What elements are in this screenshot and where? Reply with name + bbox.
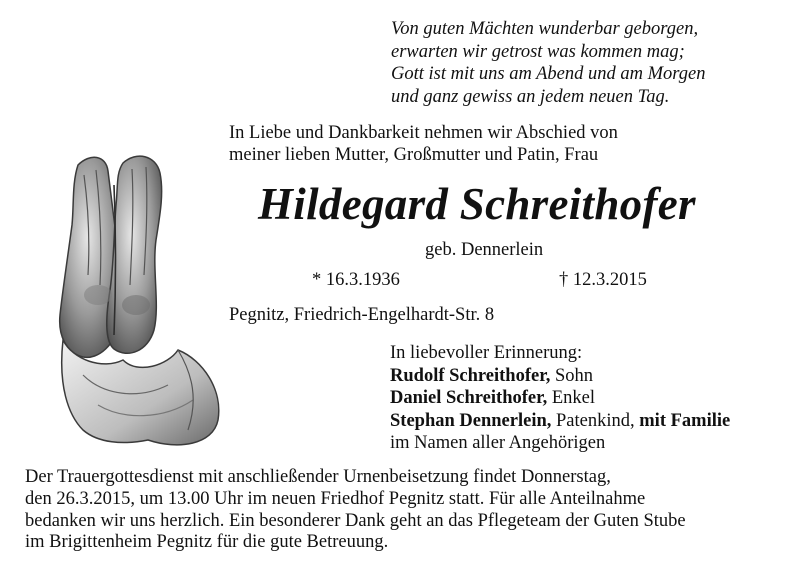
- mourner-name: Stephan Dennerlein,: [390, 410, 552, 431]
- death-date: † 12.3.2015: [559, 270, 647, 290]
- poem-line: und ganz gewiss an jedem neuen Tag.: [391, 86, 670, 107]
- mourner-relation: Patenkind,: [551, 410, 640, 431]
- intro-line: In Liebe und Dankbarkeit nehmen wir Abschied von: [229, 123, 618, 143]
- intro-text: [229, 122, 618, 166]
- mourner-name: Rudolf Schreithofer,: [390, 365, 551, 386]
- deceased-name: Hildegard Schreithofer: [258, 179, 696, 229]
- birth-name: geb. Dennerlein: [425, 240, 544, 260]
- mourner-line: [390, 410, 730, 433]
- mourners-heading: In liebevoller Erinnerung:: [390, 343, 583, 363]
- mourner-extra: mit Familie: [639, 410, 731, 431]
- poem: [391, 18, 706, 108]
- service-line: bedanken wir uns herzlich. Ein besonderer Dank geht an das Pflegeteam der Guten Stube: [25, 510, 686, 531]
- mourner-line: [390, 365, 730, 388]
- intro-line: meiner lieben Mutter, Großmutter und Patin, Frau: [229, 145, 599, 165]
- service-line: im Brigittenheim Pegnitz für die gute Betreuung.: [25, 532, 389, 553]
- poem-line: Von guten Mächten wunderbar geborgen,: [391, 19, 699, 39]
- birth-date: * 16.3.1936: [312, 270, 400, 290]
- poem-line: erwarten wir getrost was kommen mag;: [391, 41, 685, 62]
- mourners-block: [390, 342, 730, 455]
- mourner-relation: Enkel: [547, 388, 596, 408]
- address: Pegnitz, Friedrich-Engelhardt-Str. 8: [229, 305, 495, 325]
- mourner-line: [390, 387, 730, 410]
- service-notice: [25, 467, 686, 554]
- mourner-name: Daniel Schreithofer,: [390, 388, 548, 408]
- service-line: den 26.3.2015, um 13.00 Uhr im neuen Friedhof Pegnitz statt. Für alle Anteilnahme: [25, 488, 646, 509]
- poem-line: Gott ist mit uns am Abend und am Morgen: [391, 64, 706, 84]
- service-line: Der Trauergottesdienst mit anschließender Urnenbeisetzung findet Donnerstag,: [25, 467, 611, 487]
- mourners-closing: im Namen aller Angehörigen: [390, 433, 606, 453]
- mourner-relation: Sohn: [550, 365, 594, 386]
